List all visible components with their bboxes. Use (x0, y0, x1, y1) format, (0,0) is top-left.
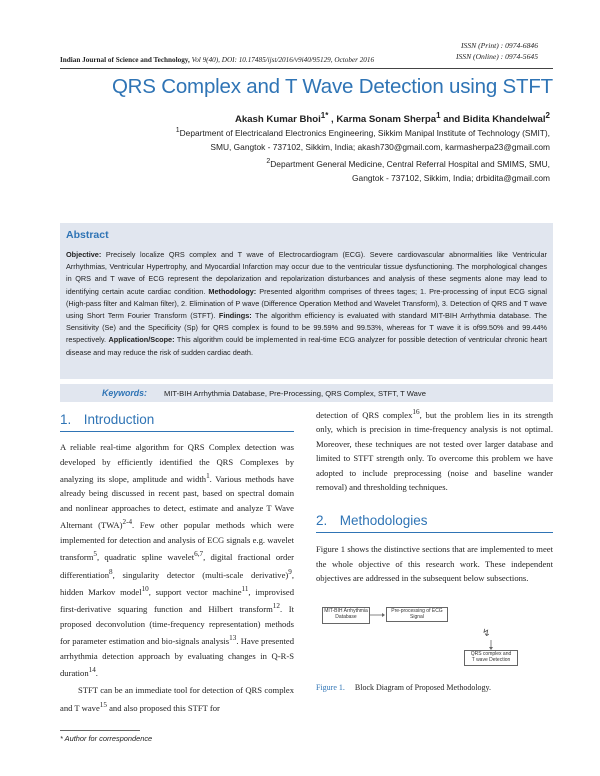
citation: 9 (288, 567, 292, 576)
methodology-text: Presented algorithm comprises of threes tages; 1. Pre-processing of input ECG signal (High-pass filter and Kalman filter), 2. Elimination of P wave (Difference Operation Method and Wavelet Transform), 3. Detection of QRS and T wave using Short Term Fourier Transform (STFT). (66, 286, 547, 321)
diagram-box-preprocessing (386, 607, 448, 622)
citation: 15 (99, 700, 107, 709)
header-divider (60, 68, 553, 69)
section-title: Introduction (83, 412, 155, 427)
objective-label: Objective: (66, 250, 102, 259)
findings-label: Findings: (218, 311, 252, 321)
text-run: . Few other popular methods which were implemented for detection and analysis of ECG signals e.g. wavelet transform (60, 520, 294, 563)
citation: 14 (88, 666, 96, 675)
methodologies-paragraph: Figure 1 shows the distinctive sections that are implemented to meet the whole objective of this research work. These independent objectives are addressed in the subsequent below subsections. (316, 544, 553, 583)
lightning-icon: ↯ (482, 628, 491, 639)
text-run: , hidden Markov model (60, 569, 294, 597)
keywords-label: Keywords: (102, 388, 147, 398)
citation: 6,7 (194, 550, 204, 559)
journal-details: Vol 9(40), DOI: 10.17485/ijst/2016/v9i40/95129, October 2016 (189, 56, 375, 64)
text-run: , singularity detector (multi-scale derivative) (112, 569, 289, 580)
intro-paragraph-1 (60, 440, 294, 680)
intro-column-left (60, 440, 294, 715)
author-1-affil: 1* (320, 111, 329, 120)
diagram-box-detection (464, 650, 518, 666)
objective-text: Precisely localize QRS complex and T wave of Electrocardiogram (ECG). Severe cardiovascular abnormalities like Ventricular Arrhythmias, Ventricular Hypertrophy, and Myocardial Infarction may occur due to the ventricular tissue dysfunctioning. The morphological changes in QRS and T wave of ECG represent the depolarization and repolarization disturbances and analysis of these segments alone may lead to identifying certain acute cardiac condition. (66, 250, 547, 296)
intro-heading (60, 411, 154, 429)
section-title: Methodologies (339, 513, 428, 528)
citation: 5 (93, 550, 97, 559)
application-text: This algorithm could be implemented in real-time ECG analyzer for possible detection of ventricular chronic heart disease and may reduce the risk of sudden cardiac death. (66, 335, 547, 357)
affiliation-marker: 1 (175, 127, 180, 134)
author-separator: , (328, 114, 337, 126)
affiliation-2-line1 (110, 155, 550, 171)
figure-caption-text: Block Diagram of Proposed Methodology. (354, 683, 492, 692)
author-2: Karma Sonam Sherpa (336, 114, 437, 126)
arrow-down-icon (488, 640, 494, 650)
intro-paragraph-2 (60, 683, 294, 715)
journal-name: Indian Journal of Science and Technology, (60, 56, 190, 64)
findings-text: The algorithm efficiency is evaluated with standard MIT-BIH Arrhythmia database. The Sensitivity (Se) and the Specificity (Sp) for QRS complex is found to be 99.59% and 99.53%, whereas for T wave it is of99.50% and 99.44% respectively. (66, 311, 547, 345)
affiliation-text: Department General Medicine, Central Referral Hospital and SMIMS, SMU, (270, 158, 550, 169)
text-run: . Have presented arrhythmia detection approach by evaluating changes in Q-R-S duration (60, 636, 294, 678)
text-run: STFT can be an immediate tool for detection of QRS complex and T wave (60, 685, 294, 713)
issn-print: ISSN (Print) : 0974-6846 (461, 41, 538, 50)
text-run: , improvised first-derivative squaring function and Hilbert transform (60, 586, 294, 615)
text-run: , quadratic spline wavelet (97, 552, 195, 563)
text-run: . (95, 667, 98, 678)
figure-caption (316, 683, 491, 692)
affiliations (110, 124, 550, 186)
diagram-text: QRS complex and (470, 651, 512, 657)
text-run: , digital fractional order differentiation (60, 552, 294, 580)
arrow-right-icon (368, 612, 386, 618)
text-run: . It proposed deconvolution (time-frequency representation) methods for parameter estimation and bio-signals analysis (60, 604, 294, 647)
author-3: Bidita Khandelwal (462, 114, 546, 126)
text-run: , but the problem lies in its strength only, which is precision in time-frequency analysis is not optimal. Moreover, these techniques are not tested over larger database and limited to STFT strength only. To overcome this problem we have adopted to include preprocessing (noise and baseline wander removal) and thresholding techniques. (316, 409, 553, 493)
affiliation-marker: 2 (266, 157, 271, 165)
paper-title: QRS Complex and T Wave Detection using STFT (111, 75, 553, 98)
keywords-text: MIT-BIH Arrhythmia Database, Pre-Processing, QRS Complex, STFT, T Wave (164, 389, 426, 398)
intro-rule (60, 431, 294, 432)
affiliation-1-line2: SMU, Gangtok - 737102, Sikkim, India; akash730@gmail.com, karmasherpa23@gmail.com (210, 142, 550, 153)
text-run: . Various methods have already being discussed in recent past, based on spectral domain and nonlinear approaches to detect, estimate and analyze T Wave Alternant (TWA) (60, 473, 294, 531)
affiliation-2-line2: Gangtok - 737102, Sikkim, India; drbidita@gmail.com (352, 173, 550, 184)
author-1: Akash Kumar Bhoi (234, 114, 321, 126)
author-3-affil: 2 (545, 111, 550, 120)
author-2-affil: 1 (436, 111, 441, 120)
abstract-body (66, 249, 547, 359)
methodologies-column (316, 542, 553, 586)
text-run: A reliable real-time algorithm for QRS Complex detection was developed by efficiently identified the QRS Complexes by analyzing its slope, amplitude and width (60, 442, 294, 484)
diagram-text: MIT-BIH Arrhythmia (324, 608, 368, 614)
citation: 1 (206, 472, 210, 480)
footnote: * Author for correspondence (60, 734, 153, 743)
methodologies-rule (316, 532, 553, 533)
diagram-text: Signal (410, 614, 424, 620)
footnote-rule (60, 730, 140, 731)
citation: 11 (241, 584, 249, 593)
methodologies-heading (316, 512, 428, 530)
figure-label: Figure 1. (316, 683, 345, 692)
citation: 10 (141, 584, 149, 593)
issn-online: ISSN (Online) : 0974-5645 (455, 52, 538, 61)
citation: 2-4 (122, 518, 133, 527)
text-run: and also proposed this STFT for (106, 702, 220, 713)
journal-line (60, 56, 374, 64)
abstract-heading: Abstract (66, 229, 109, 241)
section-number: 1. (60, 412, 72, 427)
diagram-text: Database (335, 614, 357, 620)
intro-column-right (316, 405, 553, 495)
diagram-text: Pre-processing of ECG (391, 608, 443, 614)
text-run: , support vector machine (148, 586, 242, 597)
issn-block (456, 40, 538, 62)
diagram-text: T wave Detection (471, 657, 511, 663)
citation: 13 (229, 634, 237, 643)
text-run: detection of QRS complex (316, 409, 413, 420)
application-label: Application/Scope: (108, 335, 175, 345)
affiliation-text: Department of Electricaland Electronics Engineering, Sikkim Manipal Institute of Technology (SMIT), (179, 127, 550, 138)
affiliation-1-line1 (110, 124, 550, 140)
intro-paragraph-2-continued (316, 405, 553, 495)
section-number: 2. (316, 513, 328, 528)
figure-1 (316, 604, 553, 676)
methodology-label: Methodology: (208, 286, 257, 296)
citation: 16 (412, 408, 420, 416)
author-separator: and (440, 114, 463, 126)
diagram-box-database (322, 607, 370, 624)
citation: 12 (272, 602, 280, 611)
citation: 8 (109, 567, 113, 576)
